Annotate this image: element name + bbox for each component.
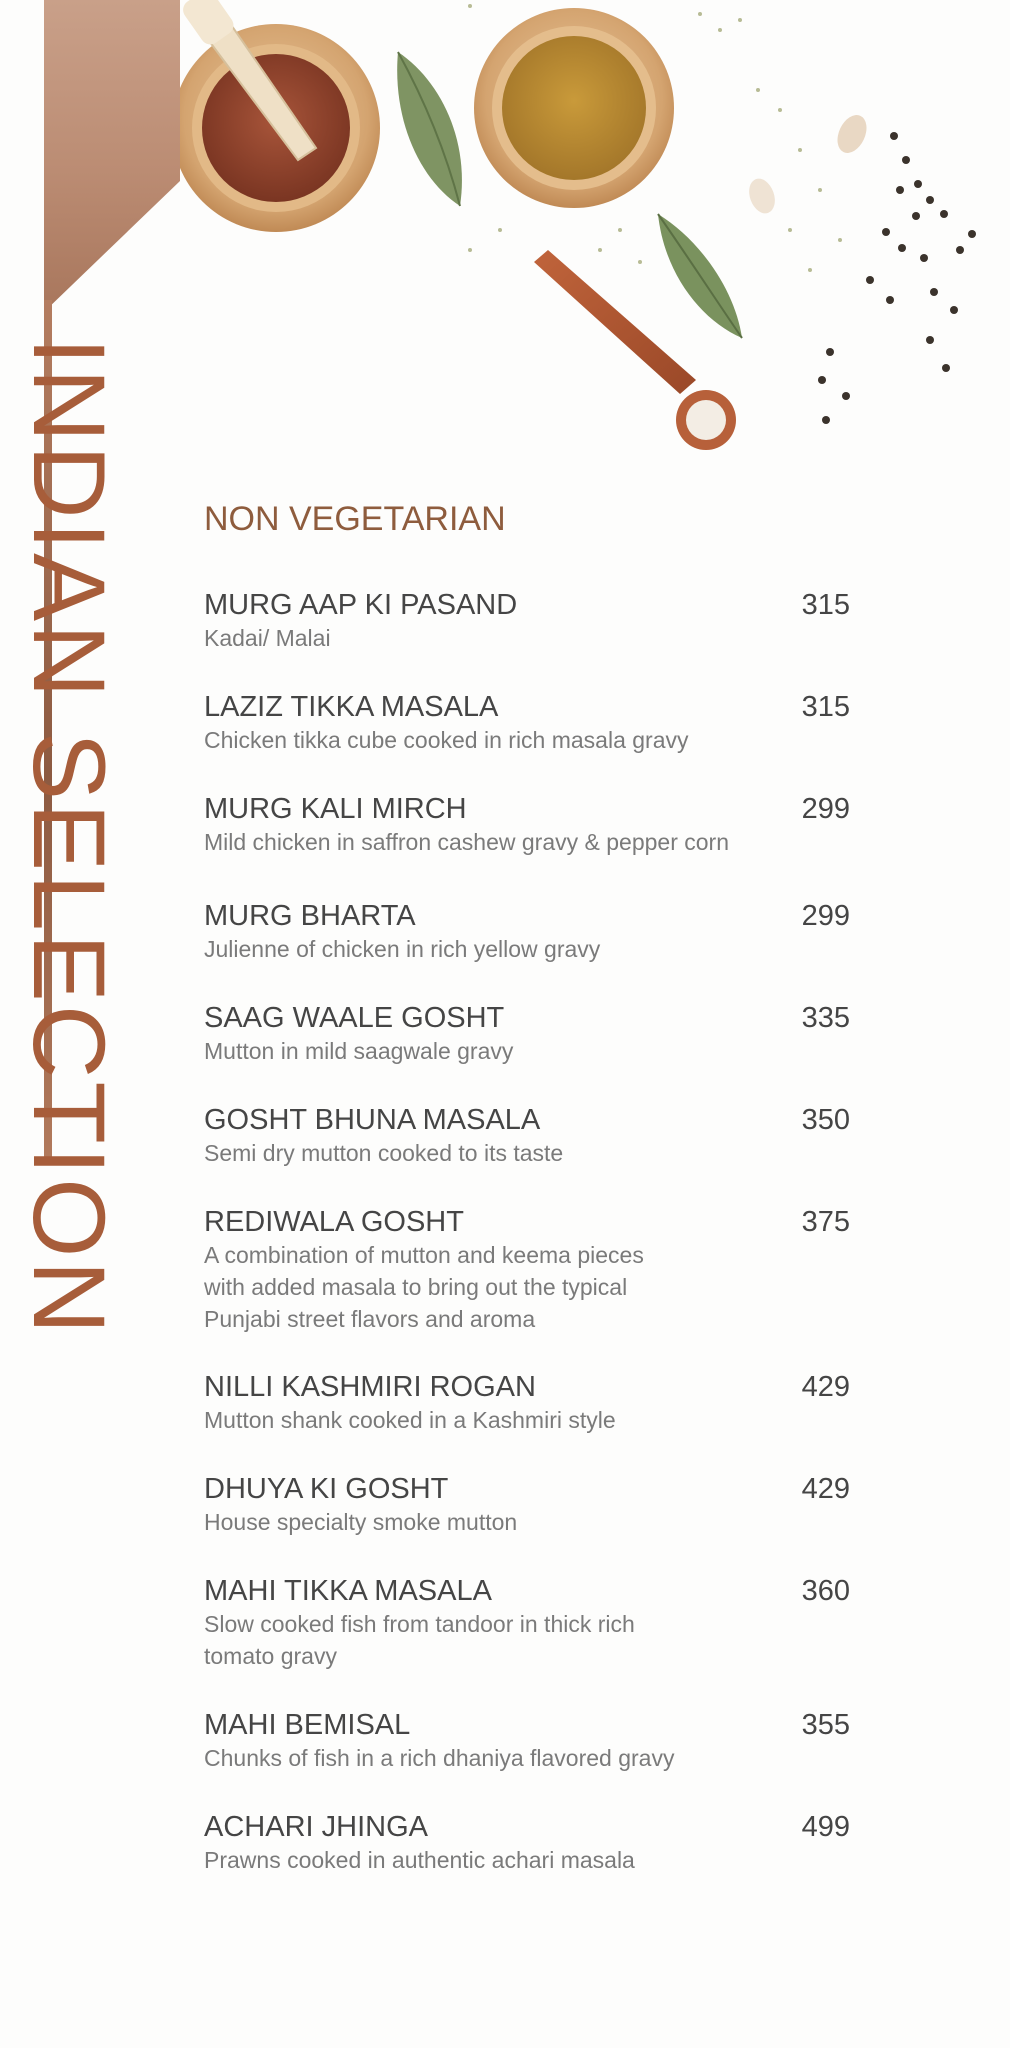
item-description: Mutton in mild saagwale gravy xyxy=(204,1038,514,1064)
item-price: 315 xyxy=(801,589,850,621)
menu-item xyxy=(204,690,850,756)
item-name: MAHI BEMISAL xyxy=(204,1709,411,1741)
menu-item xyxy=(204,588,850,654)
item-description: Chunks of fish in a rich dhaniya flavored gravy xyxy=(204,1745,675,1771)
side-title: INDIAN SELECTION xyxy=(12,337,126,1338)
item-name: SAAG WAALE GOSHT xyxy=(204,1002,505,1034)
menu-item xyxy=(204,899,850,965)
menu-item xyxy=(204,1001,850,1067)
item-price: 299 xyxy=(801,793,850,825)
item-name: GOSHT BHUNA MASALA xyxy=(204,1104,541,1136)
item-name: NILLI KASHMIRI ROGAN xyxy=(204,1371,536,1403)
item-price: 350 xyxy=(801,1104,850,1136)
item-description: Mutton shank cooked in a Kashmiri style xyxy=(204,1407,616,1433)
item-description: Mild chicken in saffron cashew gravy & pepper corn xyxy=(204,829,730,855)
menu-item xyxy=(204,1370,850,1436)
spice-bowl-icon xyxy=(172,0,380,232)
item-price: 499 xyxy=(801,1811,850,1843)
item-description: House specialty smoke mutton xyxy=(204,1509,518,1535)
item-price: 335 xyxy=(801,1002,850,1034)
section-heading: NON VEGETARIAN xyxy=(204,500,506,538)
menu-item xyxy=(204,1103,850,1169)
item-price: 355 xyxy=(801,1709,850,1741)
item-description: A combination of mutton and keema pieces with added masala to bring out the typical Punjabi street flavors and aroma xyxy=(204,1242,644,1332)
peppercorn-icon xyxy=(818,132,976,424)
spice-bowl-icon xyxy=(474,8,674,208)
item-description: Prawns cooked in authentic achari masala xyxy=(204,1847,635,1873)
item-price: 429 xyxy=(801,1473,850,1505)
item-description: Semi dry mutton cooked to its taste xyxy=(204,1140,564,1166)
item-description: Kadai/ Malai xyxy=(204,625,331,651)
bay-leaf-icon xyxy=(397,52,462,206)
menu-item xyxy=(204,1810,850,1876)
item-price: 315 xyxy=(801,691,850,723)
bay-leaf-icon xyxy=(658,214,742,338)
item-description: Julienne of chicken in rich yellow gravy xyxy=(204,936,601,962)
menu-item xyxy=(204,1472,850,1538)
item-name: MURG KALI MIRCH xyxy=(204,793,467,825)
item-name: DHUYA KI GOSHT xyxy=(204,1473,449,1505)
item-name: LAZIZ TIKKA MASALA xyxy=(204,691,499,723)
item-name: MURG BHARTA xyxy=(204,900,416,932)
menu-item xyxy=(204,792,850,858)
item-description: Chicken tikka cube cooked in rich masala gravy xyxy=(204,727,689,753)
item-name: MURG AAP KI PASAND xyxy=(204,589,518,621)
menu-item xyxy=(204,1205,850,1335)
item-price: 360 xyxy=(801,1575,850,1607)
item-name: MAHI TIKKA MASALA xyxy=(204,1575,492,1607)
item-name: ACHARI JHINGA xyxy=(204,1811,428,1843)
item-description: Slow cooked fish from tandoor in thick rich tomato gravy xyxy=(204,1611,635,1669)
item-name: REDIWALA GOSHT xyxy=(204,1206,464,1238)
menu-item xyxy=(204,1708,850,1774)
menu-item xyxy=(204,1574,850,1672)
item-price: 299 xyxy=(801,900,850,932)
item-price: 429 xyxy=(801,1371,850,1403)
garlic-icon xyxy=(745,110,873,217)
item-price: 375 xyxy=(801,1206,850,1238)
